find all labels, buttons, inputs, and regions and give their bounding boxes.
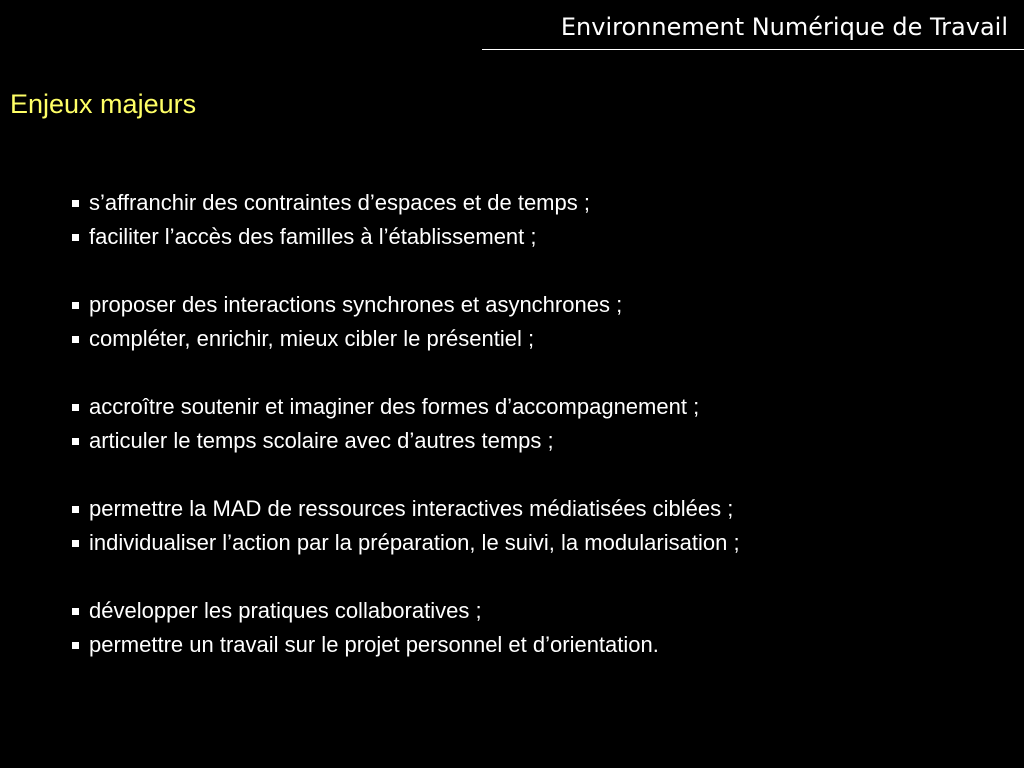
bullet-text: permettre la MAD de ressources interactives médiatisées ciblées ; — [89, 496, 734, 521]
square-bullet-icon — [72, 642, 79, 649]
bullet-group-5 — [72, 594, 740, 662]
square-bullet-icon — [72, 608, 79, 615]
square-bullet-icon — [72, 336, 79, 343]
square-bullet-icon — [72, 540, 79, 547]
bullet-text: compléter, enrichir, mieux cibler le présentiel ; — [89, 326, 535, 351]
bullet-item — [72, 220, 740, 254]
bullet-item — [72, 492, 740, 526]
bullet-item — [72, 628, 740, 662]
bullet-text: proposer des interactions synchrones et asynchrones ; — [89, 292, 623, 317]
square-bullet-icon — [72, 404, 79, 411]
bullet-item — [72, 186, 740, 220]
bullet-group-1 — [72, 186, 740, 254]
bullet-group-4 — [72, 492, 740, 560]
bullet-item — [72, 322, 740, 356]
square-bullet-icon — [72, 506, 79, 513]
bullet-text: permettre un travail sur le projet personnel et d’orientation. — [89, 632, 659, 657]
bullet-item — [72, 390, 740, 424]
header-divider — [482, 49, 1024, 50]
square-bullet-icon — [72, 438, 79, 445]
bullet-item — [72, 288, 740, 322]
square-bullet-icon — [72, 200, 79, 207]
bullet-group-2 — [72, 288, 740, 356]
bullet-text: accroître soutenir et imaginer des formes d’accompagnement ; — [89, 394, 700, 419]
bullet-text: articuler le temps scolaire avec d’autres temps ; — [89, 428, 554, 453]
bullet-item — [72, 424, 740, 458]
bullet-item — [72, 526, 740, 560]
bullet-text: faciliter l’accès des familles à l’établissement ; — [89, 224, 537, 249]
bullet-item — [72, 594, 740, 628]
square-bullet-icon — [72, 302, 79, 309]
bullet-text: développer les pratiques collaboratives ; — [89, 598, 482, 623]
section-title: Enjeux majeurs — [10, 89, 197, 119]
header-title: Environnement Numérique de Travail — [560, 13, 1008, 41]
bullet-text: individualiser l’action par la préparation, le suivi, la modularisation ; — [89, 530, 740, 555]
bullet-text: s’affranchir des contraintes d’espaces et de temps ; — [89, 190, 590, 215]
bullet-group-3 — [72, 390, 740, 458]
square-bullet-icon — [72, 234, 79, 241]
bullet-list — [72, 186, 740, 662]
